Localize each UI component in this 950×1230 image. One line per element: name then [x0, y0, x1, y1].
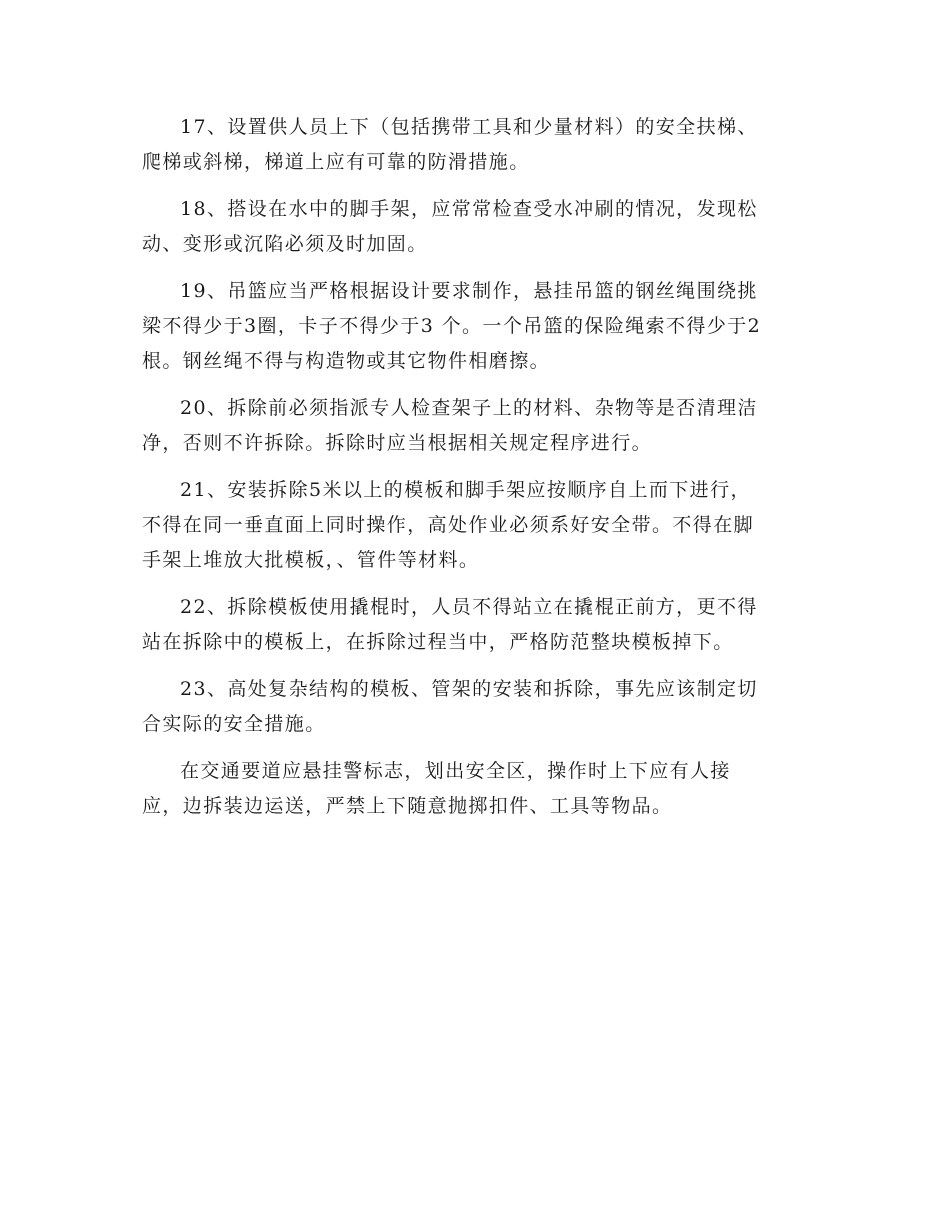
paragraph-line: 19、吊篮应当严格根据设计要求制作，悬挂吊篮的钢丝绳围绕挑 [180, 280, 758, 302]
paragraph-line: 20、拆除前必须指派专人检查架子上的材料、杂物等是否清理洁 [180, 397, 758, 419]
paragraph-17 [142, 110, 818, 180]
paragraph-20 [142, 391, 818, 461]
paragraph-line: 21、安装拆除5米以上的模板和脚手架应按顺序自上而下进行， [180, 479, 751, 501]
paragraph-18 [142, 192, 818, 262]
paragraph-line: 爬梯或斜梯，梯道上应有可靠的防滑措施。 [142, 151, 530, 173]
paragraph-19 [142, 274, 818, 379]
paragraph-line: 18、搭设在水中的脚手架，应常常检查受水冲刷的情况，发现松 [180, 198, 758, 220]
paragraph-23 [142, 672, 818, 742]
paragraph-line: 根。钢丝绳不得与构造物或其它物件相磨擦。 [142, 350, 551, 372]
paragraph-line: 应，边拆装边运送，严禁上下随意抛掷扣件、工具等物品。 [142, 795, 673, 817]
paragraph-line: 17、设置供人员上下（包括携带工具和少量材料）的安全扶梯、 [180, 116, 758, 138]
paragraph-line: 梁不得少于3圈，卡子不得少于3 个。一个吊篮的保险绳索不得少于2 [142, 315, 762, 337]
paragraph-line: 合实际的安全措施。 [142, 713, 326, 735]
paragraph-traffic [142, 754, 818, 824]
paragraph-line: 不得在同一垂直面上同时操作，高处作业必须系好安全带。不得在脚 [142, 514, 755, 536]
paragraph-line: 动、变形或沉陷必须及时加固。 [142, 233, 428, 255]
paragraph-line: 在交通要道应悬挂警标志，划出安全区，操作时上下应有人接 [180, 760, 731, 782]
document-body [142, 110, 818, 836]
paragraph-line: 22、拆除模板使用撬棍时，人员不得站立在撬棍正前方，更不得 [180, 596, 758, 618]
paragraph-22 [142, 590, 818, 660]
paragraph-line: 23、高处复杂结构的模板、管架的安装和拆除，事先应该制定切 [180, 678, 758, 700]
paragraph-line: 手架上堆放大批模板，、管件等材料。 [142, 549, 480, 571]
paragraph-line: 净，否则不许拆除。拆除时应当根据相关规定程序进行。 [142, 432, 653, 454]
paragraph-line: 站在拆除中的模板上，在拆除过程当中，严格防范整块模板掉下。 [142, 631, 734, 653]
paragraph-21 [142, 473, 818, 578]
